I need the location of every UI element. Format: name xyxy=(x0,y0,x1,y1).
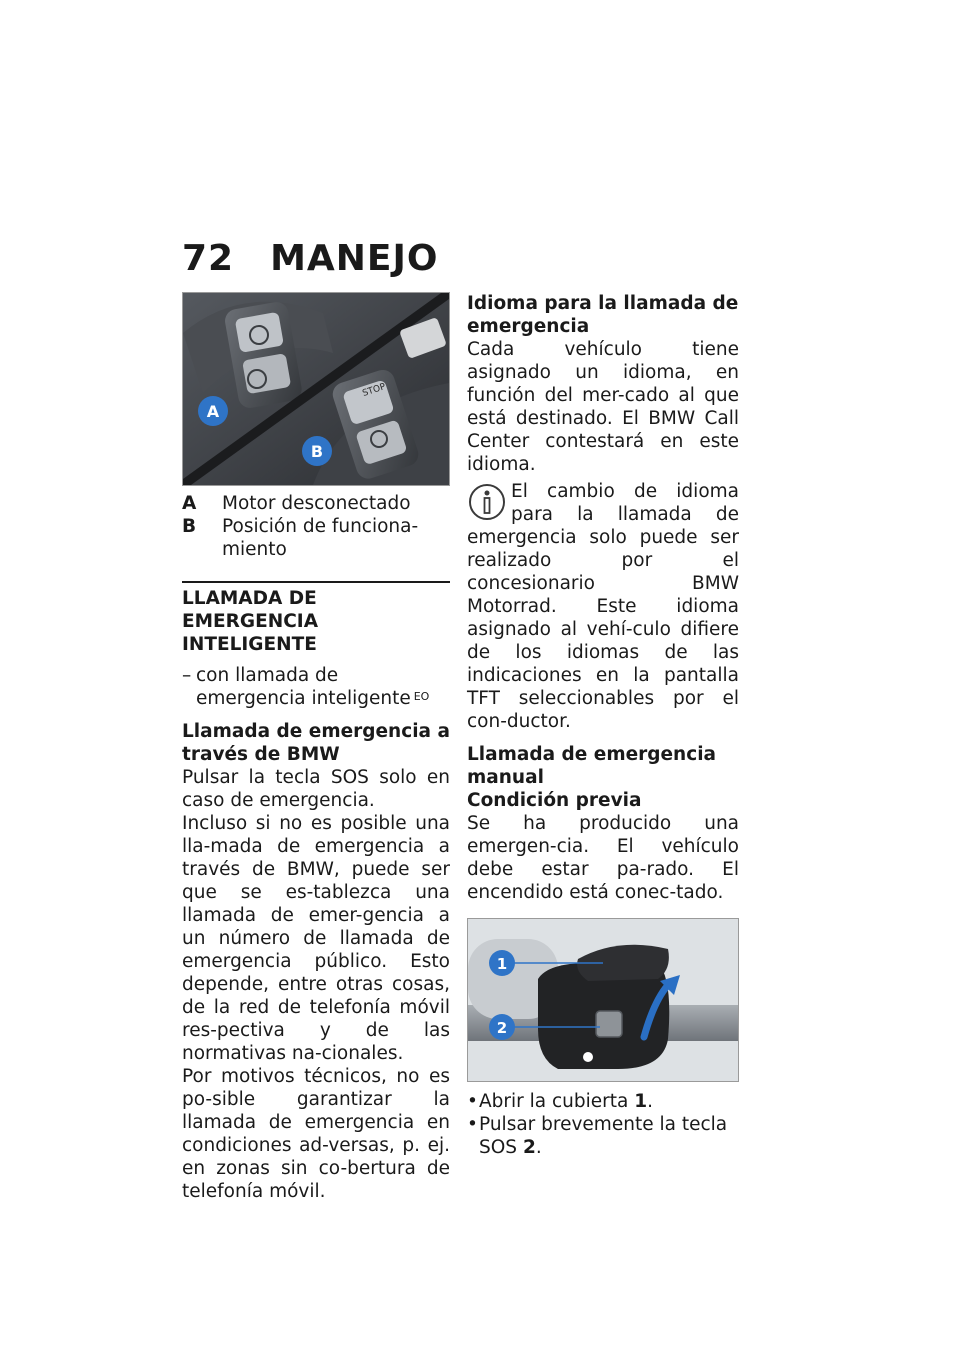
instruction-list xyxy=(467,1090,739,1159)
instruction-text: Pulsar brevemente la tecla SOS xyxy=(479,1114,728,1158)
legend-item xyxy=(182,515,450,561)
bullet-dot: • xyxy=(467,1114,478,1135)
instruction-text: Abrir la cubierta xyxy=(479,1091,629,1112)
subsection-title: Idioma para la llamada de emergencia xyxy=(467,293,739,337)
equipment-text: con llamada de emergencia inteligente xyxy=(196,665,411,709)
paragraph: Pulsar la tecla SOS solo en caso de emergencia. xyxy=(182,767,450,811)
condition-title: Condición previa xyxy=(467,790,642,811)
sos-button-illustration xyxy=(468,919,738,1081)
legend-key: A xyxy=(182,493,197,514)
paragraph: Se ha producido una emergen-cia. El vehículo debe estar pa-rado. El encendido está conec-tado. xyxy=(467,813,739,903)
handlebar-switch-illustration xyxy=(183,293,449,485)
badge-1: 1 xyxy=(496,955,508,973)
legend-text: Posición de funciona-miento xyxy=(222,516,419,560)
info-note xyxy=(467,480,739,733)
note-text: El cambio de idioma para la llamada de emergencia solo puede ser realizado por el concesionario BMW Motorrad. Este idioma asignado al vehí-culo difiere de los idiomas de las indicaciones en la pantalla TFT seleccionables por el con-ductor. xyxy=(467,481,739,732)
equipment-note xyxy=(182,664,450,710)
badge-b: B xyxy=(310,442,324,461)
instruction-ref: 1 xyxy=(634,1091,648,1112)
section-title: LLAMADA DE EMERGENCIA INTELIGENTE xyxy=(182,588,319,655)
paragraph: Por motivos técnicos, no es po-sible garantizar la llamada de emergencia en condiciones ad-versas, p. ej. en zonas sin co-bertura de telefonía móvil. xyxy=(182,1066,450,1202)
list-item: • Abrir la cubierta 1. xyxy=(467,1091,654,1112)
page-header xyxy=(182,238,439,279)
left-column xyxy=(182,292,450,1203)
bullet-dot: • xyxy=(467,1091,478,1112)
instruction-ref: 2 xyxy=(522,1137,536,1158)
right-column xyxy=(467,292,739,1159)
handlebar-switch-figure xyxy=(182,292,450,486)
section-divider xyxy=(182,581,450,656)
dash-marker: – xyxy=(182,665,192,686)
paragraph: Incluso si no es posible una lla-mada de emergencia a través de BMW, puede ser que se es-tablezca una llamada de emer-gencia a un número de llamada de emergencia público. Esto depende, entre otras cosas, de la red de telefonía móvil res-pectiva y de las normativas na-cionales. xyxy=(182,813,450,1064)
list-item: • Pulsar brevemente la tecla SOS 2. xyxy=(467,1114,728,1158)
equipment-code: EO xyxy=(413,690,430,703)
legend-item xyxy=(182,492,450,515)
stop-label: STOP xyxy=(361,382,387,399)
page-number: 72 xyxy=(182,238,235,279)
figure-legend xyxy=(182,492,450,561)
badge-a: A xyxy=(206,402,220,421)
legend-key: B xyxy=(182,516,197,537)
paragraph: Cada vehículo tiene asignado un idioma, en función del mer-cado al que está destinado. El BMW Call Center contestará en este idioma. xyxy=(467,339,739,475)
sos-button-figure xyxy=(467,918,739,1082)
chapter-title: MANEJO xyxy=(270,238,439,279)
subsection-title: Llamada de emergencia a través de BMW xyxy=(182,721,450,765)
info-icon xyxy=(467,482,507,522)
subsection-title: Llamada de emergencia manual xyxy=(467,744,717,788)
legend-text: Motor desconectado xyxy=(222,493,411,514)
badge-2: 2 xyxy=(496,1019,508,1037)
